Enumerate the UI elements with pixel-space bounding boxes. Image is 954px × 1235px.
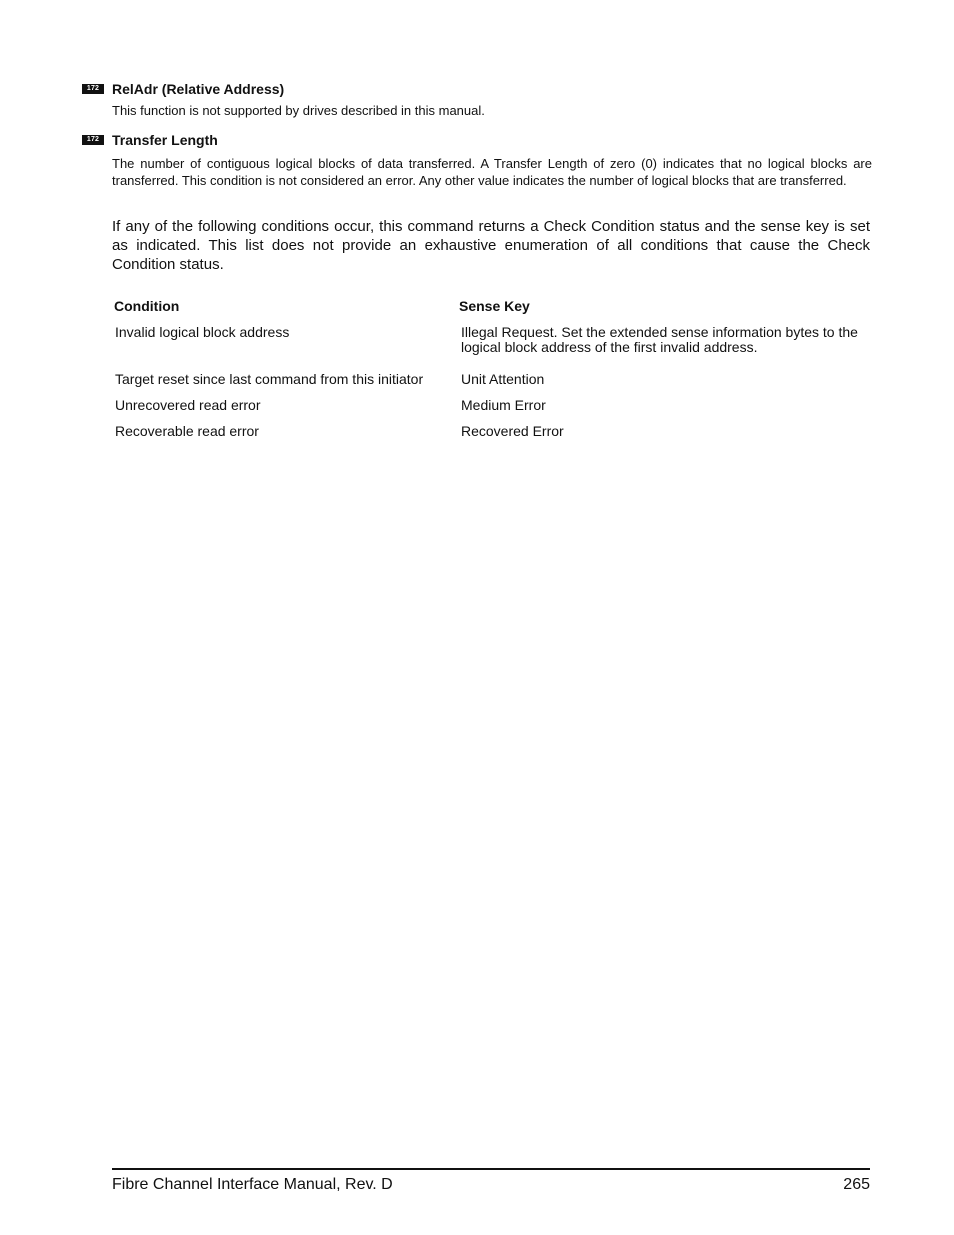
conditions-table	[112, 297, 870, 439]
table-row	[112, 398, 870, 424]
section-reladr	[82, 80, 872, 119]
footer-manual-title: Fibre Channel Interface Manual, Rev. D	[112, 1176, 393, 1193]
header-condition: Condition	[114, 298, 180, 314]
table-header-row	[112, 297, 870, 325]
condition-cell: Recoverable read error	[115, 423, 259, 439]
condition-cell: Invalid logical block address	[115, 324, 290, 340]
header-sense-key: Sense Key	[459, 298, 530, 314]
sense-key-cell: Medium Error	[461, 397, 546, 413]
section-badge: 172	[82, 135, 104, 145]
sense-key-cell: Recovered Error	[461, 423, 564, 439]
section-header	[82, 80, 872, 98]
sense-key-cell: Unit Attention	[461, 371, 545, 387]
condition-cell: Target reset since last command from this initiator	[115, 371, 424, 387]
section-title: Transfer Length	[112, 132, 218, 148]
table-row	[112, 424, 870, 439]
section-header	[82, 131, 872, 149]
section-body: This function is not supported by drives described in this manual.	[112, 103, 485, 118]
section-body: The number of contiguous logical blocks of data transferred. A Transfer Length of zero (0) indicates that no logical blocks are transferred. This condition is not considered an error. Any other value indicates the number of logical blocks that are transferred.	[112, 156, 872, 188]
table-row	[112, 372, 870, 398]
section-title: RelAdr (Relative Address)	[112, 81, 285, 97]
intro-paragraph: If any of the following conditions occur, this command returns a Check Condition status and the sense key is set as indicated. This list does not provide an exhaustive enumeration of all conditions that cause the Check Condition status.	[112, 218, 870, 273]
sense-key-cell: Illegal Request. Set the extended sense information bytes to the logical block address of the first invalid address.	[461, 324, 858, 355]
footer-page-number: 265	[843, 1176, 870, 1193]
condition-cell: Unrecovered read error	[115, 397, 261, 413]
section-transfer-length	[82, 131, 872, 189]
table-row	[112, 325, 870, 372]
section-badge: 172	[82, 84, 104, 94]
footer-divider	[112, 1168, 870, 1170]
